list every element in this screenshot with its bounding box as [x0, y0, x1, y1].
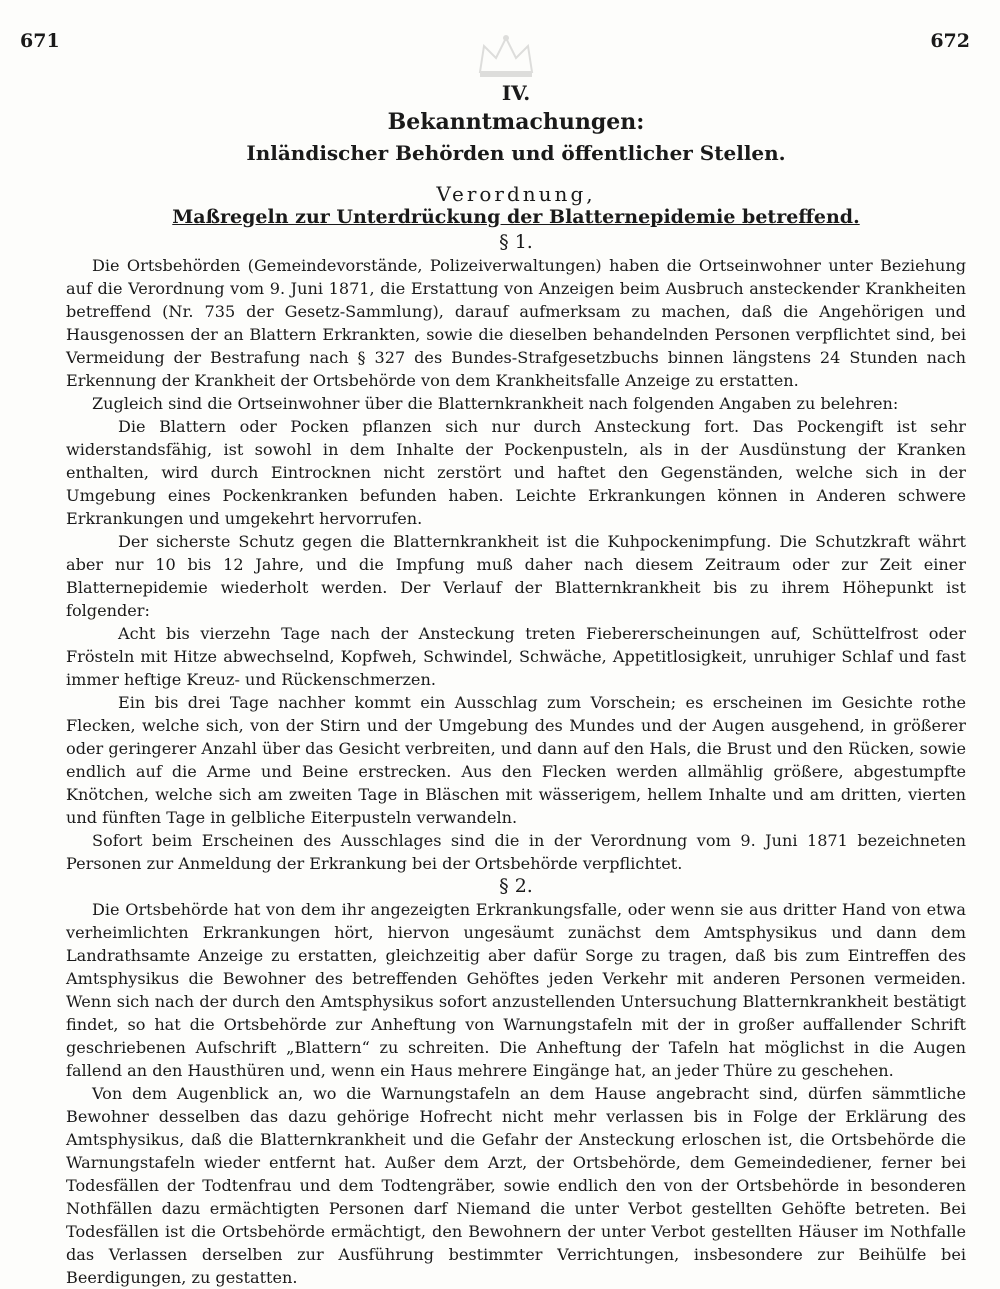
paragraph-text: Die Ortsbehörde hat von dem ihr angezeigten Erkrankungsfalle, oder wenn sie aus dritter Hand von etwa verheimlichten Erkrankungen hört, hiervon ungesäumt zunächst dem Amtsphysikus und dann dem Landrathsamte Anzeige zu erstatten, gleichzeitig aber dafür Sorge zu tragen, daß bis zum Eintreffen des Amtsphysikus die Bewohner des betreffenden Gehöftes jeden Verkehr mit anderen Personen vermeiden. Wenn sich nach der durch den Amtsphysikus sofort anzustellenden Untersuchung Blatternkrankheit bestätigt findet, so hat die Ortsbehörde zur Anheftung von Warnungstafeln mit der in großer auffallender Schrift geschriebenen Aufschrift „Blattern“ zu schreiten. Die Anheftung der Tafeln hat möglichst in die Augen fallend an den Hausthüren und, wenn ein Haus mehrere Eingänge hat, an jeder Thüre zu geschehen. [66, 900, 966, 1080]
ordinance-title: Verordnung, [436, 182, 596, 206]
paragraph-text: Der sicherste Schutz gegen die Blatternkrankheit ist die Kuhpockenimpfung. Die Schutzkraft währt aber nur 10 bis 12 Jahre, und die Impfung muß daher nach diesem Zeitraum oder zur Zeit einer Blatternepidemie wiederholt werden. Der Verlauf der Blatternkrankheit bis zu ihrem Höhepunkt ist folgender: [66, 532, 966, 620]
paragraph-text: Acht bis vierzehn Tage nach der Ansteckung treten Fiebererscheinungen auf, Schüttelfrost oder Frösteln mit Hitze abwechselnd, Kopfweh, Schwindel, Schwäche, Appetitlosigkeit, unruhiger Schlaf und fast immer heftige Kreuz- und Rückenschmerzen. [66, 624, 966, 689]
ordinance-subtitle: Maßregeln zur Unterdrückung der Blatternepidemie betreffend. [172, 206, 860, 228]
page-number-right: 672 [930, 30, 970, 52]
paragraph-heading-2: § 2. [499, 875, 533, 897]
page-number-left: 671 [20, 30, 60, 52]
paragraph-text: Die Ortsbehörden (Gemeindevorstände, Polizeiverwaltungen) haben die Ortseinwohner unter Beziehung auf die Verordnung vom 9. Juni 1871, die Erstattung von Anzeigen beim Ausbruch ansteckender Krankheiten betreffend (Nr. 735 der Gesetz-Sammlung), darauf aufmerksam zu machen, daß die Angehörigen und Hausgenossen der an Blattern Erkrankten, sowie die dieselben behandelnden Personen verpflichtet sind, bei Vermeidung der Bestrafung nach § 327 des Bundes-Strafgesetzbuchs binnen längstens 24 Stunden nach Erkennung der Krankheit der Ortsbehörde von dem Krankheitsfalle Anzeige zu erstatten. [66, 256, 966, 390]
section-number: IV. [501, 81, 531, 105]
section-subtitle: Inländischer Behörden und öffentlicher Stellen. [246, 141, 786, 165]
paragraph-heading-1: § 1. [499, 231, 533, 253]
paragraph-text: Von dem Augenblick an, wo die Warnungstafeln an dem Hause angebracht sind, dürfen sämmtliche Bewohner desselben das dazu gehörige Hofrecht nicht mehr verlassen bis in Folge der Erklärung des Amtsphysikus, daß die Blatternkrankheit und die Gefahr der Ansteckung erloschen ist, die Ortsbehörde die Warnungstafeln wieder entfernt hat. Außer dem Arzt, der Ortsbehörde, dem Gemeindediener, ferner bei Todesfällen der Todtenfrau und dem Todtengräber, sowie endlich den von der Ortsbehörde in besonderen Nothfällen dazu ermächtigten Personen darf Niemand die unter Verbot gestellten Gehöfte betreten. Bei Todesfällen ist die Ortsbehörde ermächtigt, den Bewohnern der unter Verbot gestellten Häuser im Nothfalle das Verlassen derselben zur Ausführung bestimmter Verrichtungen, insbesondere zur Beihülfe bei Beerdigungen, zu gestatten. [66, 1084, 966, 1287]
crown-crest-icon [474, 32, 538, 80]
document-body [66, 82, 966, 1289]
paragraph-text: Zugleich sind die Ortseinwohner über die Blatternkrankheit nach folgenden Angaben zu belehren: [92, 394, 899, 413]
paragraph-text: Sofort beim Erscheinen des Ausschlages sind die in der Verordnung vom 9. Juni 1871 bezeichneten Personen zur Anmeldung der Erkrankung bei der Ortsbehörde verpflichtet. [66, 831, 966, 873]
paragraph-text: Ein bis drei Tage nachher kommt ein Ausschlag zum Vorschein; es erscheinen im Gesichte rothe Flecken, welche sich, von der Stirn und der Umgebung des Mundes und der Augen ausgehend, in größerer oder geringerer Anzahl über das Gesicht verbreiten, und dann auf den Hals, die Brust und den Rücken, sowie endlich auf die Arme und Beine erstrecken. Aus den Flecken werden allmählig größere, abgestumpfte Knötchen, welche sich am zweiten Tage in Bläschen mit wässerigem, hellem Inhalte und am dritten, vierten und fünften Tage in gelbliche Eiterpusteln verwandeln. [66, 693, 966, 827]
section-title: Bekanntmachungen: [387, 109, 645, 135]
paragraph-text: Die Blattern oder Pocken pflanzen sich nur durch Ansteckung fort. Das Pockengift ist sehr widerstandsfähig, ist sowohl in dem Inhalte der Pockenpusteln, als in der Ausdünstung der Kranken enthalten, wird durch Eintrocknen nicht zerstört und haftet den Gegenständen, welche sich in der Umgebung eines Pockenkranken befunden haben. Leichte Erkrankungen können in Anderen schwere Erkrankungen und umgekehrt hervorrufen. [66, 417, 966, 528]
